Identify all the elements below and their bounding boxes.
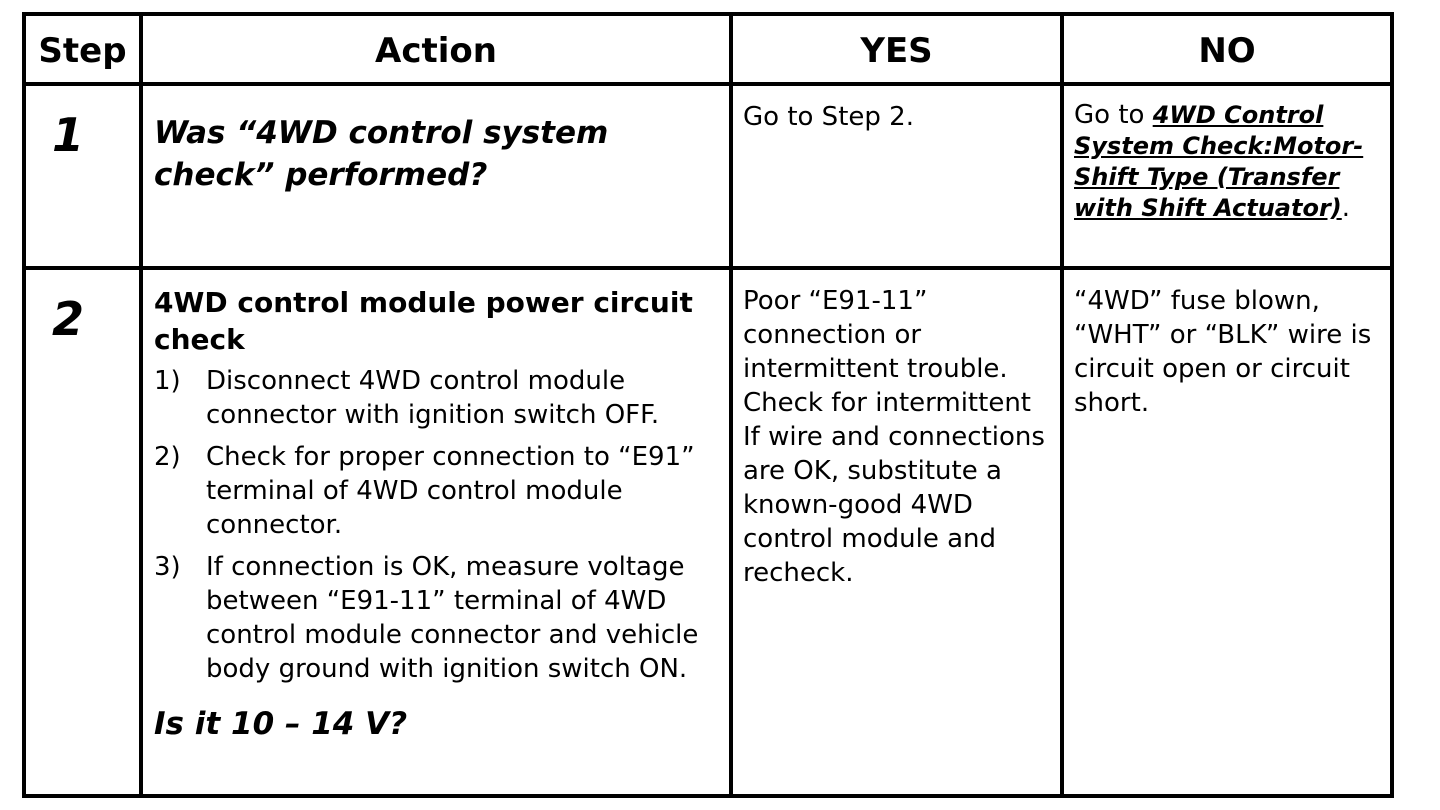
- no-result: [1074, 100, 1374, 224]
- header-step: Step: [38, 31, 127, 71]
- check-procedure-link[interactable]: 4WD Control System Check:Motor-Shift Type (Transfer with Shift Actuator): [1074, 101, 1364, 222]
- yes-result: Go to Step 2.: [743, 102, 914, 132]
- step-number: 1: [52, 108, 85, 162]
- step-number: 2: [52, 292, 85, 346]
- action-step: [154, 440, 719, 542]
- step-text: If connection is OK, measure voltage between “E91-11” terminal of 4WD control module connector and vehicle body ground with ignition switch ON.: [206, 552, 699, 684]
- header-yes: YES: [860, 31, 933, 71]
- step-index: 2): [154, 442, 181, 472]
- header-no: NO: [1198, 31, 1256, 71]
- action-question: Was “4WD control system check” performed?: [154, 115, 609, 193]
- step-text: Disconnect 4WD control module connector with ignition switch OFF.: [206, 366, 660, 430]
- action-steps: [154, 364, 719, 686]
- step-index: 3): [154, 552, 181, 582]
- column-divider: [729, 16, 733, 794]
- column-divider: [1060, 16, 1064, 794]
- diagnostic-table: [22, 12, 1394, 798]
- action-content: [154, 284, 719, 744]
- step-index: 1): [154, 366, 181, 396]
- row-divider: [26, 266, 1390, 270]
- header-action: Action: [375, 31, 497, 71]
- action-question: Is it 10 – 14 V?: [154, 706, 408, 742]
- yes-result: Poor “E91-11” connection or intermittent trouble. Check for intermittent If wire and connections are OK, substitute a known-good 4WD control module and recheck.: [743, 286, 1045, 588]
- action-step: [154, 550, 719, 686]
- no-result: “4WD” fuse blown, “WHT” or “BLK” wire is circuit open or circuit short.: [1074, 286, 1372, 418]
- row-divider: [26, 82, 1390, 86]
- no-prefix: Go to: [1074, 100, 1153, 130]
- column-divider: [139, 16, 143, 794]
- step-text: Check for proper connection to “E91” terminal of 4WD control module connector.: [206, 442, 695, 540]
- action-title: 4WD control module power circuit check: [154, 286, 693, 356]
- no-suffix: .: [1341, 193, 1351, 223]
- action-step: [154, 364, 719, 432]
